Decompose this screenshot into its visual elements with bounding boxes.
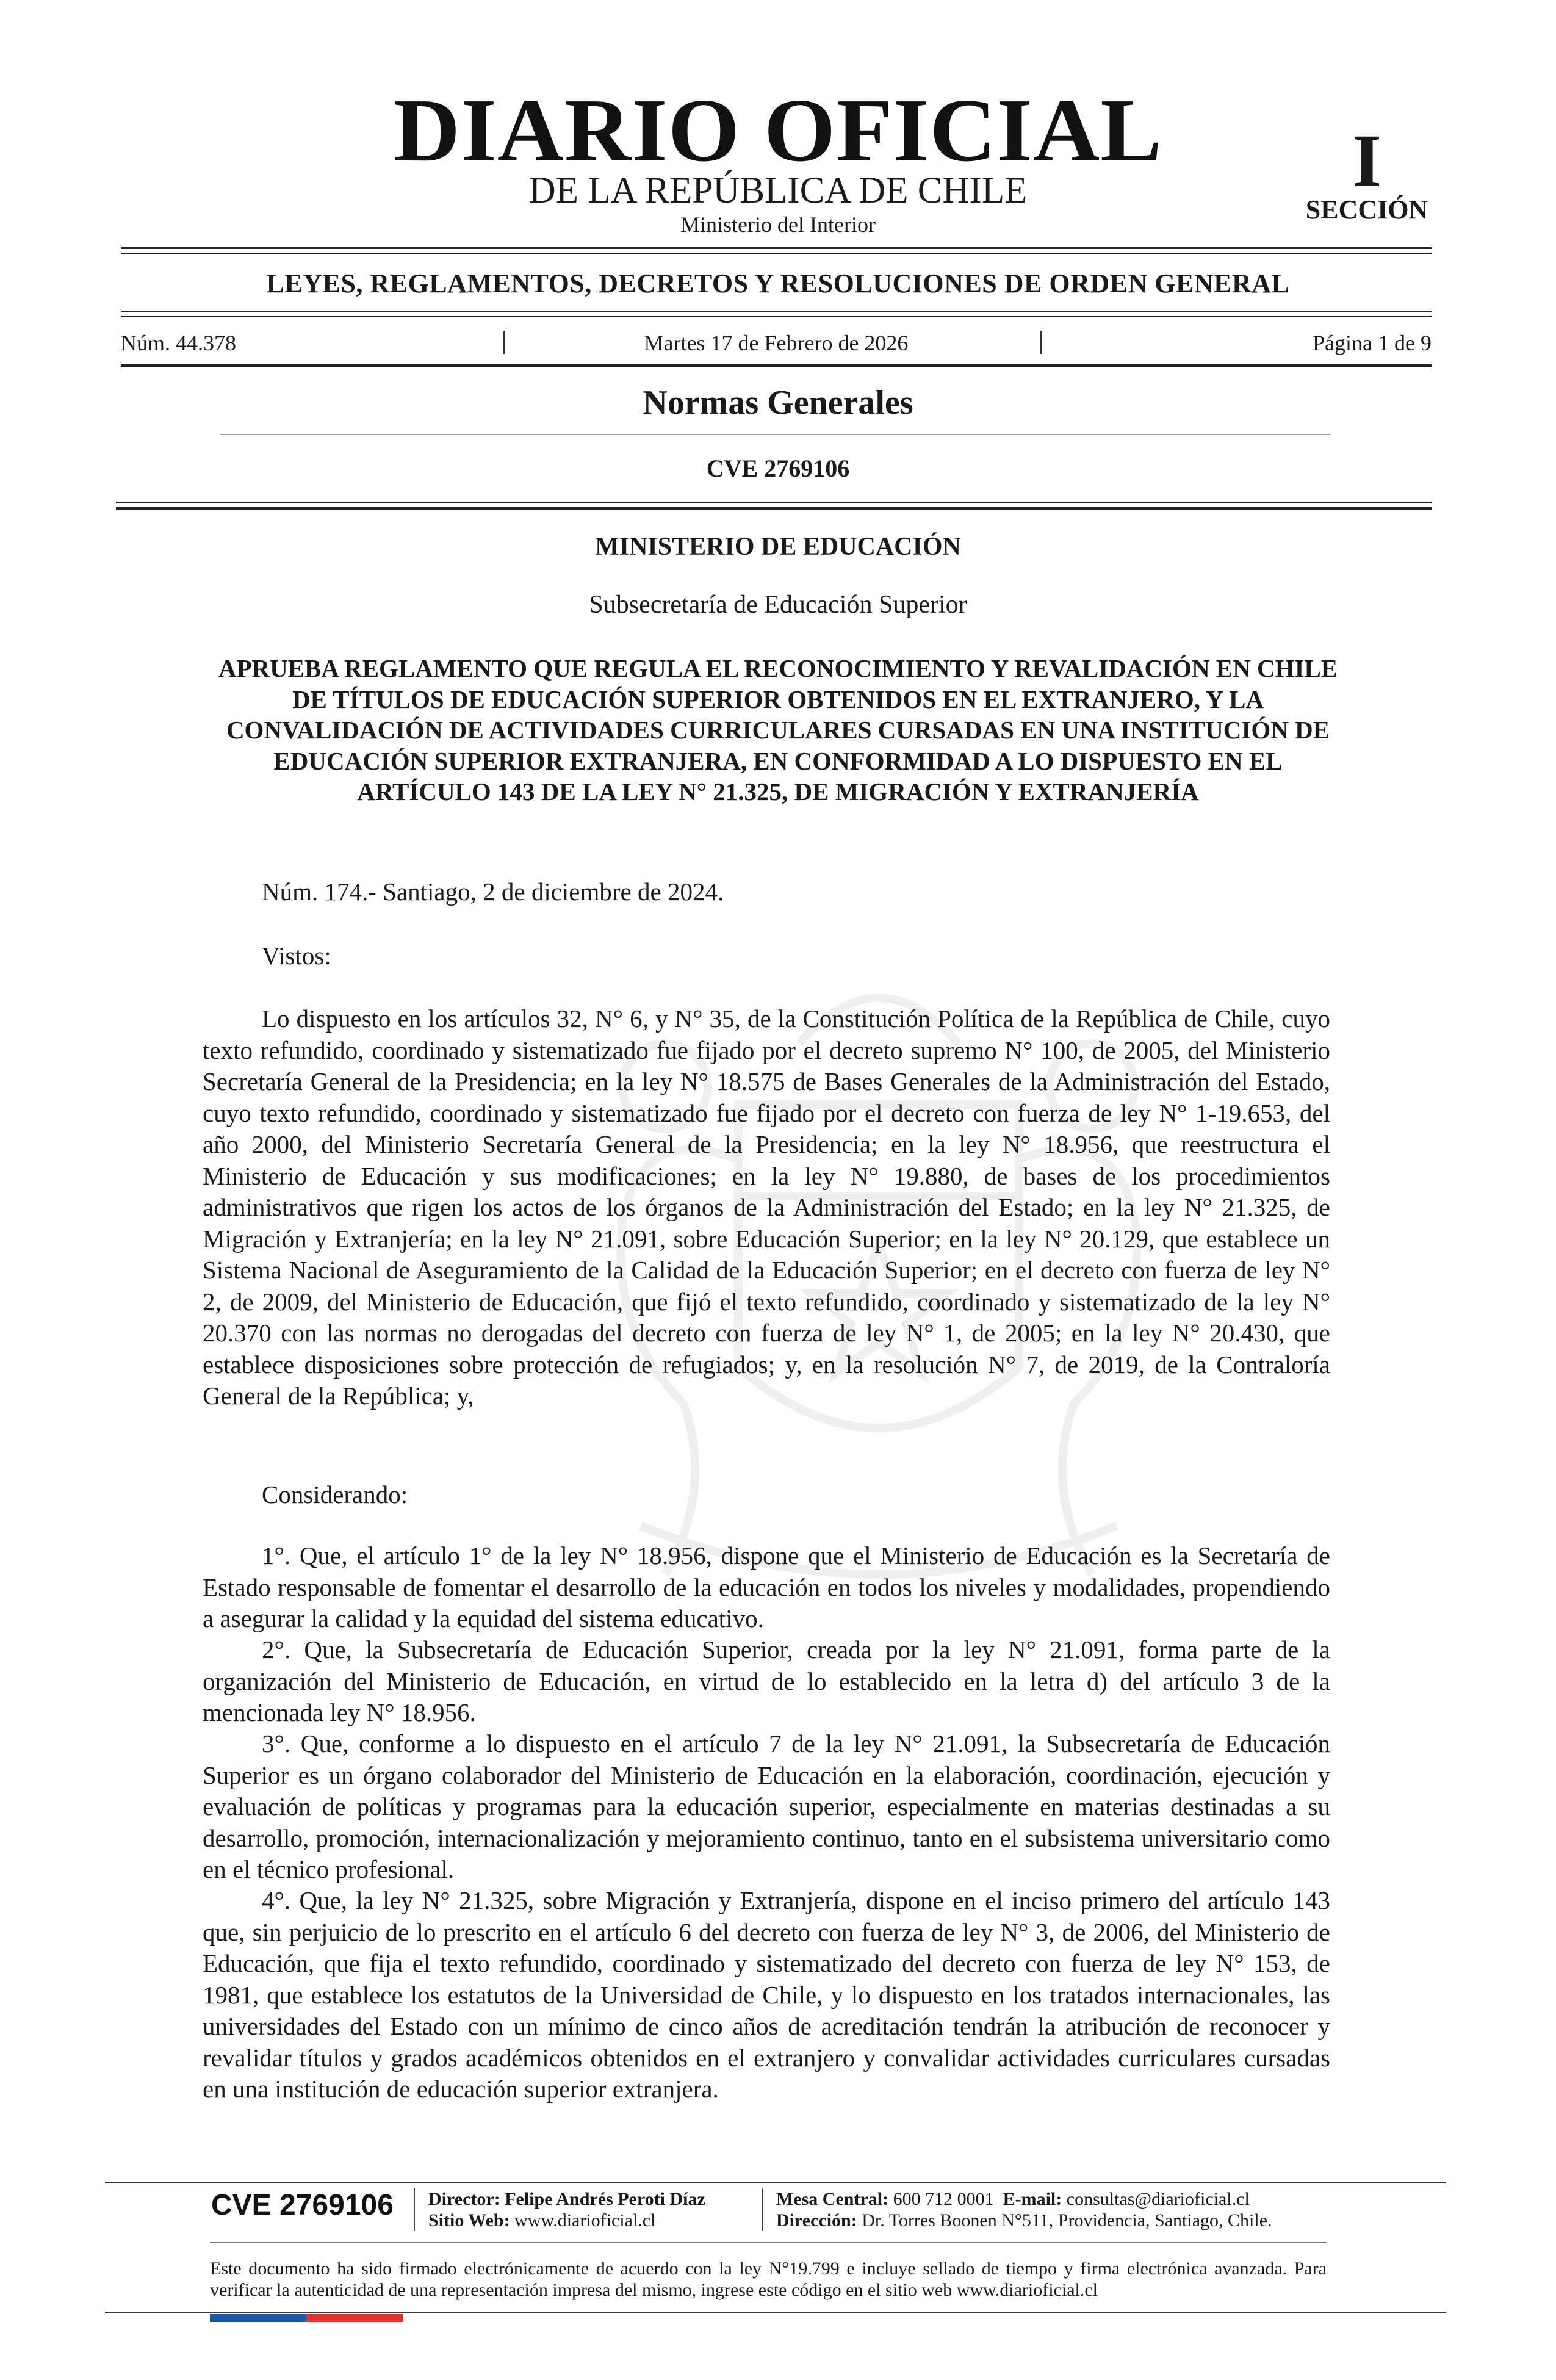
cve-code: CVE 2769106 bbox=[706, 455, 850, 482]
footer-director-name: Felipe Andrés Peroti Díaz bbox=[505, 2189, 705, 2209]
footer-director-block bbox=[428, 2188, 705, 2231]
section-label: SECCIÓN bbox=[1305, 195, 1428, 225]
considerando-item bbox=[203, 1728, 1330, 1886]
considerando-item bbox=[203, 1634, 1330, 1729]
category-heading: LEYES, REGLAMENTOS, DECRETOS Y RESOLUCIONES DE ORDEN GENERAL bbox=[266, 269, 1290, 298]
considerando-3-text: 3°. Que, conforme a lo dispuesto en el artículo 7 de la ley N° 21.091, la Subsecretaría de Educación Superior es un órgano colaborador del Ministerio de Educación en la elaboración, coordinación, ejecución y evaluación de políticas y programas para la educación superior, especialmente en materias destinadas a su desarrollo, promoción, internacionalización y mejoramiento continuo, tanto en el subsistema universitario como en el técnico profesional. bbox=[203, 1729, 1330, 1883]
section-title: Normas Generales bbox=[643, 384, 913, 422]
considerando-item bbox=[203, 1540, 1330, 1635]
issue-info-bar bbox=[121, 330, 1432, 356]
considerando-item bbox=[203, 1885, 1330, 2105]
considerando-4-text: 4°. Que, la ley N° 21.325, sobre Migración y Extranjería, dispone en el inciso primero del artículo 143 que, sin perjuicio de lo prescrito en el artículo 6 del decreto con fuerza de ley N° 3, de 2006, del Ministerio de Educación, que fija el texto refundido, coordinado y sistematizado del decreto con fuerza de ley N° 153, de 1981, que establece los estatutos de la Universidad de Chile, y lo dispuesto en los tratados internacionales, las universidades del Estado con un mínimo de cinco años de acreditación tendrán la atribución de reconocer y revalidar títulos y grados académicos obtenidos en el extranjero y convalidar actividades curriculares cursadas en una institución de educación superior extranjera. bbox=[203, 1886, 1330, 2103]
category-rule-1 bbox=[121, 311, 1432, 312]
cve-rule-1 bbox=[116, 502, 1432, 503]
footer-divider-2 bbox=[762, 2188, 763, 2231]
decree-number-line bbox=[203, 876, 1330, 908]
footer-address-value: Dr. Torres Boonen N°511, Providencia, Santiago, Chile. bbox=[862, 2210, 1272, 2230]
newspaper-ministry: Ministerio del Interior bbox=[680, 212, 876, 237]
decree-number-text: Núm. 174.- Santiago, 2 de diciembre de 2024. bbox=[262, 878, 724, 906]
footer-email-link[interactable]: consultas@diarioficial.cl bbox=[1066, 2189, 1250, 2209]
category-rule-2 bbox=[121, 316, 1432, 317]
newspaper-title: DIARIO OFICIAL bbox=[394, 81, 1162, 181]
footer-contact-block bbox=[776, 2188, 1272, 2231]
footer-cve-code: CVE 2769106 bbox=[211, 2189, 394, 2221]
cve-rule-2 bbox=[116, 507, 1432, 510]
footer-signature-note: Este documento ha sido firmado electrónicamente de acuerdo con la ley N°19.799 e incluye sellado de tiempo y firma electrónica avanzada. Para verificar la autenticidad de una representación impresa del mismo, ingrese este código en el sitio web www.diarioficial.cl bbox=[210, 2259, 1327, 2300]
newspaper-subtitle: DE LA REPÚBLICA DE CHILE bbox=[528, 170, 1028, 211]
issue-separator-right bbox=[1040, 331, 1042, 354]
considerando-1-text: 1°. Que, el artículo 1° de la ley N° 18.956, dispone que el Ministerio de Educación es la Secretaría de Estado responsable de fomentar el desarrollo de la educación en todos los niveles y modalidades, propendiendo a asegurar la calidad y la equidad del sistema educativo. bbox=[203, 1542, 1330, 1632]
header-rule-top bbox=[121, 247, 1432, 249]
considerando-heading bbox=[203, 1479, 1330, 1511]
footer-address-label: Dirección: bbox=[776, 2210, 857, 2230]
infobar-rule bbox=[121, 364, 1432, 367]
masthead bbox=[0, 0, 1556, 244]
footer-director-label: Director: bbox=[428, 2189, 500, 2209]
header-rule-top-2 bbox=[121, 253, 1432, 254]
considerando-label: Considerando: bbox=[262, 1480, 408, 1509]
footer-rule-bottom bbox=[105, 2312, 1446, 2313]
issue-number: Núm. 44.378 bbox=[121, 331, 236, 355]
considerando-2-text: 2°. Que, la Subsecretaría de Educación Superior, creada por la ley N° 21.091, forma parte de la organización del Ministerio de Educación, en virtud de lo establecido en la letra d) del artículo 3 de la mencionada ley N° 18.956. bbox=[203, 1635, 1330, 1726]
footer-flag-red-bar bbox=[306, 2314, 403, 2322]
issue-page: Página 1 de 9 bbox=[1313, 331, 1432, 355]
document-subsecretariat: Subsecretaría de Educación Superior bbox=[589, 591, 967, 619]
document-ministry: MINISTERIO DE EDUCACIÓN bbox=[595, 533, 961, 561]
footer-email-label: E-mail: bbox=[1003, 2189, 1062, 2209]
footer-divider-1 bbox=[414, 2188, 415, 2231]
decree-title: APRUEBA REGLAMENTO QUE REGULA EL RECONOCIMIENTO Y REVALIDACIÓN EN CHILE DE TÍTULOS DE EDUCACIÓN SUPERIOR OBTENIDOS EN EL EXTRANJERO, Y LA CONVALIDACIÓN DE ACTIVIDADES CURRICULARES CURSADAS EN UNA INSTITUCIÓN DE EDUCACIÓN SUPERIOR EXTRANJERA, EN CONFORMIDAD A LO DISPUESTO EN EL ARTÍCULO 143 DE LA LEY N° 21.325, DE MIGRACIÓN Y EXTRANJERÍA bbox=[218, 654, 1338, 806]
vistos-text: Lo dispuesto en los artículos 32, N° 6, y N° 35, de la Constitución Política de la República de Chile, cuyo texto refundido, coordinado y sistematizado fue fijado por el decreto supremo N° 100, de 2005, del Ministerio Secretaría General de la Presidencia; en la ley N° 18.575 de Bases Generales de la Administración del Estado, cuyo texto refundido, coordinado y sistematizado fue fijado por el decreto con fuerza de ley N° 1-19.653, del año 2000, del Ministerio Secretaría General de la Presidencia; en la ley N° 18.956, que reestructura el Ministerio de Educación y sus modificaciones; en la ley N° 19.880, de bases de los procedimientos administrativos que rigen los actos de los órganos de la Administración del Estado; en la ley N° 21.325, de Migración y Extranjería; en la ley N° 21.091, sobre Educación Superior; en la ley N° 20.129, que establece un Sistema Nacional de Aseguramiento de la Calidad de la Educación Superior; en el decreto con fuerza de ley N° 2, de 2009, del Ministerio de Educación, que fijó el texto refundido, coordinado y sistematizado de la ley N° 20.370 con las normas no derogadas del decreto con fuerza de ley N° 1, de 2005; en la ley N° 20.430, que establece disposiciones sobre protección de refugiados; y, en la resolución N° 7, de 2019, de la Contraloría General de la República; y, bbox=[203, 1004, 1330, 1410]
footer-mesa-value: 600 712 0001 bbox=[893, 2189, 994, 2209]
vistos-heading bbox=[203, 940, 1330, 972]
footer-rule-middle bbox=[210, 2242, 1327, 2243]
footer-mesa-label: Mesa Central: bbox=[776, 2189, 889, 2209]
section-title-rule bbox=[220, 434, 1330, 435]
section-number: I bbox=[1352, 119, 1382, 203]
vistos-paragraph bbox=[203, 1003, 1330, 1412]
footer-flag-blue-bar bbox=[210, 2314, 306, 2322]
footer-web-link[interactable]: www.diarioficial.cl bbox=[514, 2210, 656, 2230]
vistos-label: Vistos: bbox=[262, 942, 331, 970]
footer-web-label: Sitio Web: bbox=[428, 2210, 510, 2230]
issue-date: Martes 17 de Febrero de 2026 bbox=[644, 331, 909, 355]
footer-rule-top bbox=[105, 2182, 1446, 2183]
